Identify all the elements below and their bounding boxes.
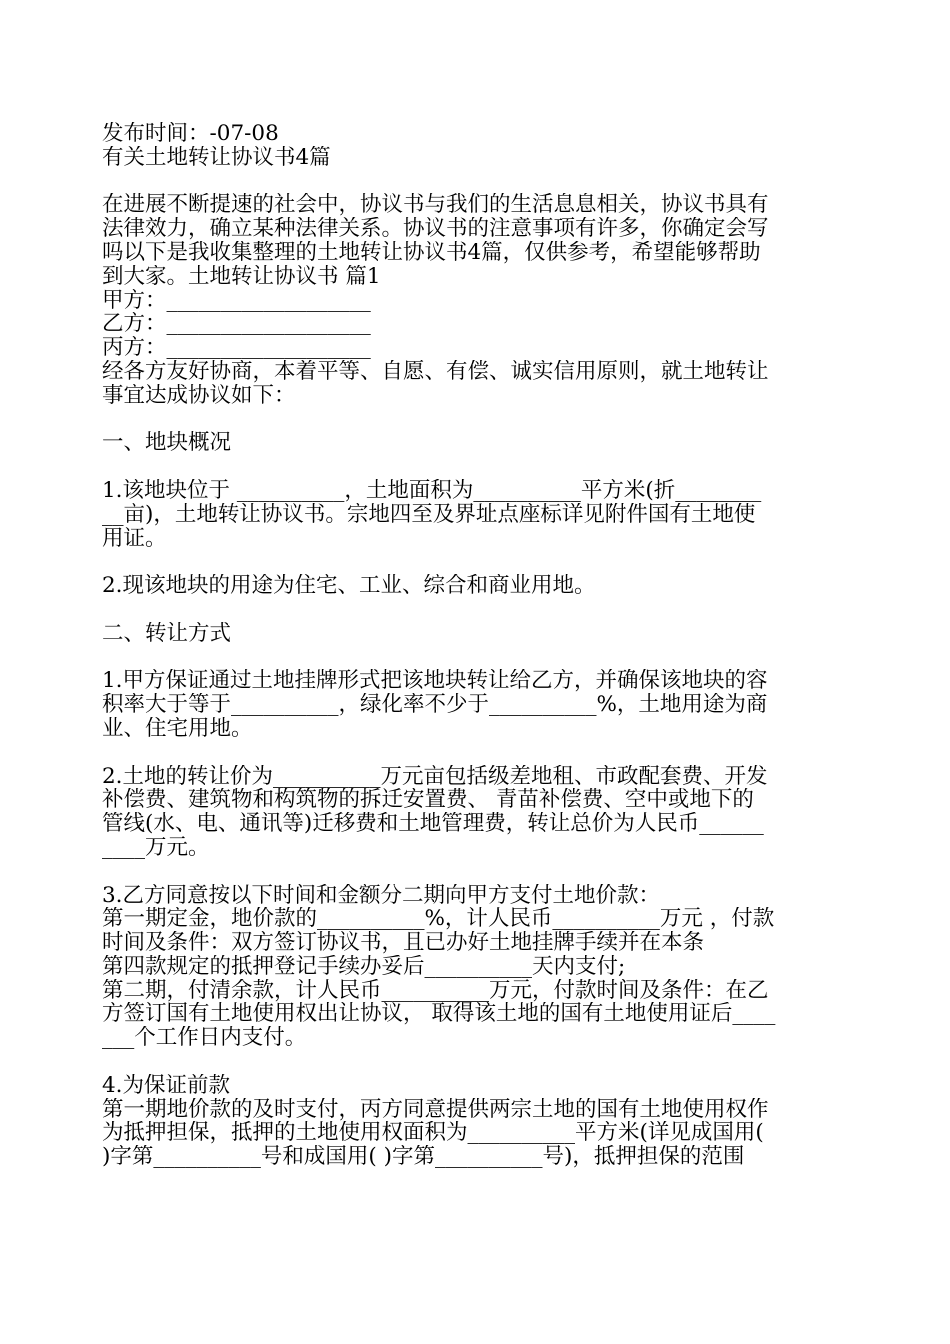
text-line: 第四款规定的抵押登记手续办妥后__________天内支付; [102,954,626,979]
text-line: 1.该地块位于 __________，土地面积为__________平方米(折________ [102,478,762,503]
text-line: 有关土地转让协议书4篇 [102,145,331,170]
text-line: 到大家。土地转让协议书 篇1 [102,264,381,289]
blank-line [102,408,854,432]
text-line: 业、住宅用地。 [102,716,253,741]
text-line: 补偿费、建筑物和构筑物的拆迁安置费、 青苗补偿费、空中或地下的 [102,788,754,813]
blank-line [102,550,854,574]
text-line: __亩)，土地转让协议书。宗地四至及界址点座标详见附件国有土地使 [102,502,756,527]
text-line: 一、地块概况 [102,431,232,456]
blank-line [102,455,854,479]
text-line: ____万元。 [102,835,210,860]
blank-line [102,170,854,194]
text-line: ___个工作日内支付。 [102,1026,307,1051]
text-line: 2.现该地块的用途为住宅、工业、综合和商业用地。 [102,574,596,598]
text-line: 3.乙方同意按以下时间和金额分二期向甲方支付土地价款： [102,883,661,908]
text-line: 积率大于等于__________，绿化率不少于__________%，土地用途为商 [102,693,768,717]
text-line: 二、转让方式 [102,621,232,646]
document-page [102,122,854,1169]
text-line: 时间及条件：双方签订协议书，且已办好土地挂牌手续并在本条 [102,931,705,955]
text-line: 第一期地价款的及时支付，丙方同意提供两宗土地的国有土地使用权作 [102,1097,769,1122]
text-line: 为抵押担保，抵押的土地使用权面积为__________平方米(详见成国用( [102,1121,764,1146]
text-line: 管线(水、电、通讯等)迁移费和土地管理费，转让总价为人民币______ [102,812,764,836]
text-line: 第一期定金，地价款的__________%，计人民币__________万元 ，付款 [102,907,775,932]
text-line: 经各方友好协商，本着平等、自愿、有偿、诚实信用原则，就土地转让 [102,359,769,384]
text-line: 2.土地的转让价为__________万元亩包括级差地租、市政配套费、开发 [102,764,768,789]
text-line: 甲方：___________________ [102,288,371,313]
blank-line [102,646,854,670]
text-line: 吗以下是我收集整理的土地转让协议书4篇，仅供参考，希望能够帮助 [102,240,761,265]
text-line: 法律效力，确立某种法律关系。协议书的注意事项有许多，你确定会写 [102,217,769,241]
text-line: 丙方：___________________ [102,336,371,360]
text-line: 1.甲方保证通过土地挂牌形式把该地块转让给乙方，并确保该地块的容 [102,669,768,694]
text-line: 事宜达成协议如下： [102,383,296,408]
blank-line [102,741,854,765]
blank-line [102,860,854,884]
blank-line [102,598,854,622]
text-line: 用证。 [102,526,167,551]
text-line: )字第__________号和成国用( )字第__________号)，抵押担保的范围 [102,1145,745,1170]
text-line: 第二期，付清余款，计人民币__________万元，付款时间及条件：在乙 [102,978,769,1003]
text-line: 乙方：___________________ [102,312,371,337]
text-line: 发布时间：-07-08 [102,122,279,146]
text-line: 在进展不断提速的社会中，协议书与我们的生活息息相关，协议书具有 [102,193,769,218]
text-line: 4.为保证前款 [102,1073,231,1098]
text-line: 方签订国有土地使用权出让协议， 取得该土地的国有土地使用证后____ [102,1002,776,1027]
blank-line [102,1050,854,1074]
